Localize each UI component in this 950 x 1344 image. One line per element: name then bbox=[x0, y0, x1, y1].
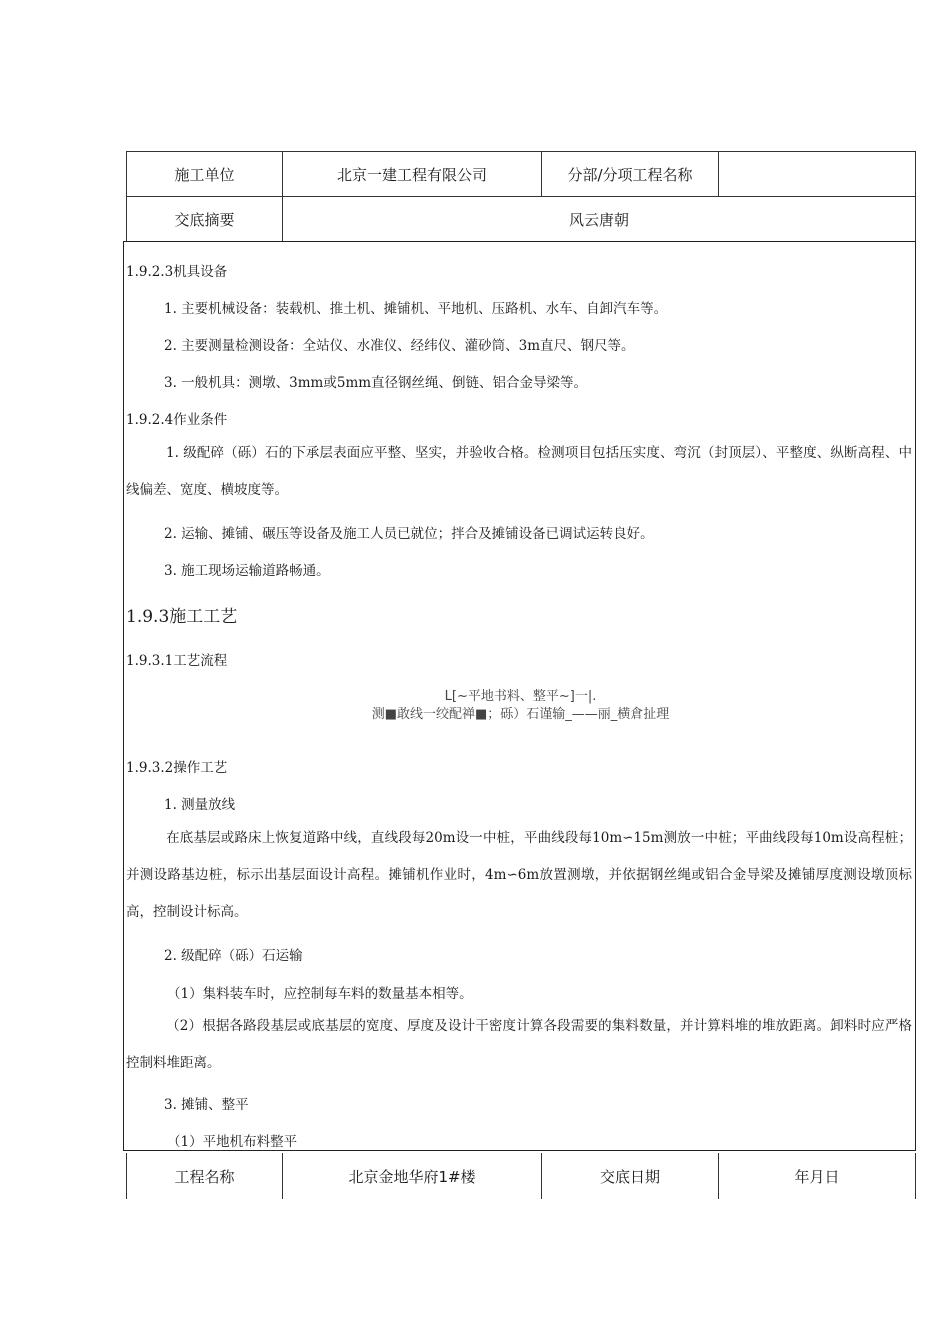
process-flow-line-1: L[~平地书料、整平~]一|. bbox=[444, 689, 597, 704]
disclosure-date-value: 年月日 bbox=[719, 1153, 916, 1199]
condition-item-1: 1. 级配碎（砾）石的下承层表面应平整、坚实，并验收合格。检测项目包括压实度、弯沉（封顶层）、平整度、纵断高程、中线偏差、宽度、横坡度等。 bbox=[126, 445, 912, 498]
summary-value: 风云唐朝 bbox=[283, 197, 916, 242]
operation-item-2-2: （2）根据各路段基层或底基层的宽度、厚度及设计干密度计算各段需要的集料数量，并计算料堆的堆放距离。卸料时应严格控制料堆距离。 bbox=[126, 1018, 912, 1071]
construction-unit-label: 施工单位 bbox=[127, 152, 283, 197]
operation-item-1: 1. 测量放线 bbox=[164, 797, 236, 813]
operation-item-2-1: （1）集料装车时，应控制每车料的数量基本相等。 bbox=[167, 986, 473, 1002]
project-name-label: 工程名称 bbox=[127, 1153, 283, 1199]
operation-item-2: 2. 级配碎（砾）石运输 bbox=[164, 948, 303, 964]
heading-1924: 1.9.2.4作业条件 bbox=[126, 412, 228, 428]
heading-1931: 1.9.3.1工艺流程 bbox=[126, 653, 228, 669]
section-name-label: 分部/分项工程名称 bbox=[542, 152, 719, 197]
equipment-item-3: 3. 一般机具：测墩、3mm或5mm直径钢丝绳、倒链、铝合金导梁等。 bbox=[164, 375, 588, 391]
process-flow-line-2: 测■敢线一绞配禅■；砾）石谨输_——丽_横倉扯理 bbox=[371, 707, 670, 722]
heading-193: 1.9.3施工工艺 bbox=[126, 607, 238, 627]
condition-item-3: 3. 施工现场运输道路畅通。 bbox=[164, 563, 330, 579]
operation-item-3-1: （1）平地机布料整平 bbox=[167, 1134, 298, 1150]
footer-row bbox=[127, 1153, 916, 1199]
heading-1932: 1.9.3.2操作工艺 bbox=[126, 760, 228, 776]
heading-1923: 1.9.2.3机具设备 bbox=[126, 264, 228, 280]
summary-label: 交底摘要 bbox=[127, 197, 283, 242]
project-name-value: 北京金地华府1#楼 bbox=[283, 1153, 542, 1199]
footer-table bbox=[126, 1153, 916, 1199]
equipment-item-2: 2. 主要测量检测设备：全站仪、水准仪、经纬仪、灌砂筒、3m直尺、钢尺等。 bbox=[164, 338, 635, 354]
header-row-2 bbox=[127, 197, 916, 242]
header-row-1 bbox=[127, 152, 916, 197]
construction-unit-value: 北京一建工程有限公司 bbox=[283, 152, 542, 197]
operation-item-3: 3. 摊铺、整平 bbox=[164, 1097, 249, 1113]
disclosure-body bbox=[123, 241, 916, 1151]
equipment-item-1: 1. 主要机械设备：装载机、推土机、摊铺机、平地机、压路机、水车、自卸汽车等。 bbox=[164, 301, 668, 317]
operation-item-1-text: 在底基层或路床上恢复道路中线，直线段每20m设一中桩，平曲线段每10m∽15m测放一中桩；平曲线段每10m设高程桩；并测设路基边桩，标示出基层面设计高程。摊铺机作业时，4m∽6m放置测墩，并依据钢丝绳或铝合金导梁及摊铺厚度测设墩顶标高，控制设计标高。 bbox=[126, 830, 912, 920]
condition-item-2: 2. 运输、摊铺、碾压等设备及施工人员已就位；拌合及摊铺设备已调试运转良好。 bbox=[164, 526, 654, 542]
header-table bbox=[126, 151, 916, 242]
section-name-value bbox=[719, 152, 916, 197]
disclosure-date-label: 交底日期 bbox=[542, 1153, 719, 1199]
